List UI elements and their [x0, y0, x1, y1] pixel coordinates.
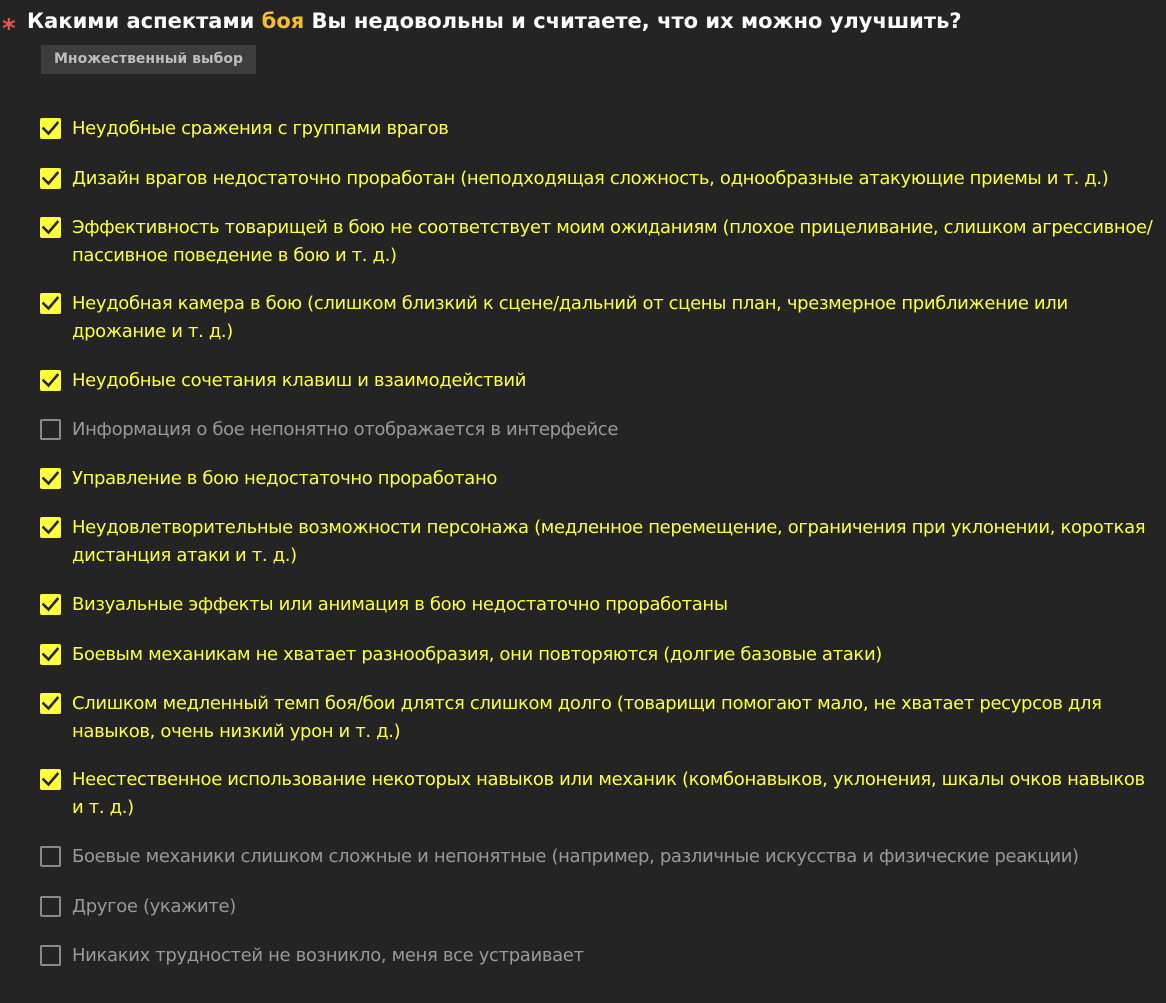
checkmark-icon — [42, 121, 59, 136]
checkbox-unchecked[interactable] — [40, 945, 61, 966]
checkbox-checked[interactable] — [40, 168, 61, 189]
required-mark: * — [2, 14, 16, 44]
option-label: Визуальные эффекты или анимация в бою недостаточно проработаны — [72, 594, 728, 615]
checkbox-checked[interactable] — [40, 594, 61, 615]
checkbox-checked[interactable] — [40, 118, 61, 139]
checkmark-icon — [42, 597, 59, 612]
question-title — [27, 6, 962, 36]
option-label: Неудобные сочетания клавиш и взаимодействий — [72, 370, 527, 391]
option-label: Информация о бое непонятно отображается в интерфейсе — [72, 419, 619, 440]
question-type-badge: Множественный выбор — [41, 45, 256, 74]
checkbox-checked[interactable] — [40, 693, 61, 714]
checkmark-icon — [42, 647, 59, 662]
option-label: Другое (укажите) — [72, 896, 236, 917]
checkbox-unchecked[interactable] — [40, 419, 61, 440]
option-label: Неудобная камера в бою (слишком близкий к сцене/дальний от сцены план, чрезмерное приближение или дрожание и т. д.) — [72, 293, 1068, 342]
option-label: Управление в бою недостаточно проработано — [72, 468, 498, 489]
option-label: Эффективность товарищей в бою не соответствует моим ожиданиям (плохое прицеливание, слишком агрессивное/пассивное поведение в бою и т. д.) — [72, 217, 1153, 266]
checkbox-checked[interactable] — [40, 293, 61, 314]
checkmark-icon — [42, 772, 59, 787]
checkmark-icon — [42, 471, 59, 486]
checkbox-checked[interactable] — [40, 517, 61, 538]
question-header — [0, 6, 1166, 42]
checkbox-checked[interactable] — [40, 769, 61, 790]
option-label: Никаких трудностей не возникло, меня все устраивает — [72, 945, 584, 966]
checkmark-icon — [42, 171, 59, 186]
checkbox-checked[interactable] — [40, 468, 61, 489]
checkmark-icon — [42, 373, 59, 388]
option-label: Слишком медленный темп боя/бои длятся слишком долго (товарищи помогают мало, не хватает ресурсов для навыков, очень низкий урон и т. д.) — [72, 693, 1102, 742]
option-label: Боевые механики слишком сложные и непонятные (например, различные искусства и физические реакции) — [72, 846, 1079, 867]
option-label: Боевым механикам не хватает разнообразия, они повторяются (долгие базовые атаки) — [72, 644, 882, 665]
option-label: Неестественное использование некоторых навыков или механик (комбонавыков, уклонения, шкалы очков навыков и т. д.) — [72, 769, 1145, 818]
checkmark-icon — [42, 296, 59, 311]
checkbox-checked[interactable] — [40, 644, 61, 665]
checkbox-unchecked[interactable] — [40, 846, 61, 867]
option-label: Дизайн врагов недостаточно проработан (неподходящая сложность, однообразные атакующие приемы и т. д.) — [72, 168, 1109, 189]
checkbox-checked[interactable] — [40, 217, 61, 238]
question-title-highlight: боя — [261, 9, 305, 33]
checkbox-unchecked[interactable] — [40, 896, 61, 917]
checkmark-icon — [42, 520, 59, 535]
checkbox-checked[interactable] — [40, 370, 61, 391]
checkmark-icon — [42, 220, 59, 235]
option-label: Неудовлетворительные возможности персонажа (медленное перемещение, ограничения при уклонении, короткая дистанция атаки и т. д.) — [72, 517, 1146, 566]
option-label: Неудобные сражения с группами врагов — [72, 118, 449, 139]
checkmark-icon — [42, 696, 59, 711]
question-title-part2: Вы недовольны и считаете, что их можно улучшить? — [304, 9, 962, 33]
question-title-part1: Какими аспектами — [27, 9, 262, 33]
